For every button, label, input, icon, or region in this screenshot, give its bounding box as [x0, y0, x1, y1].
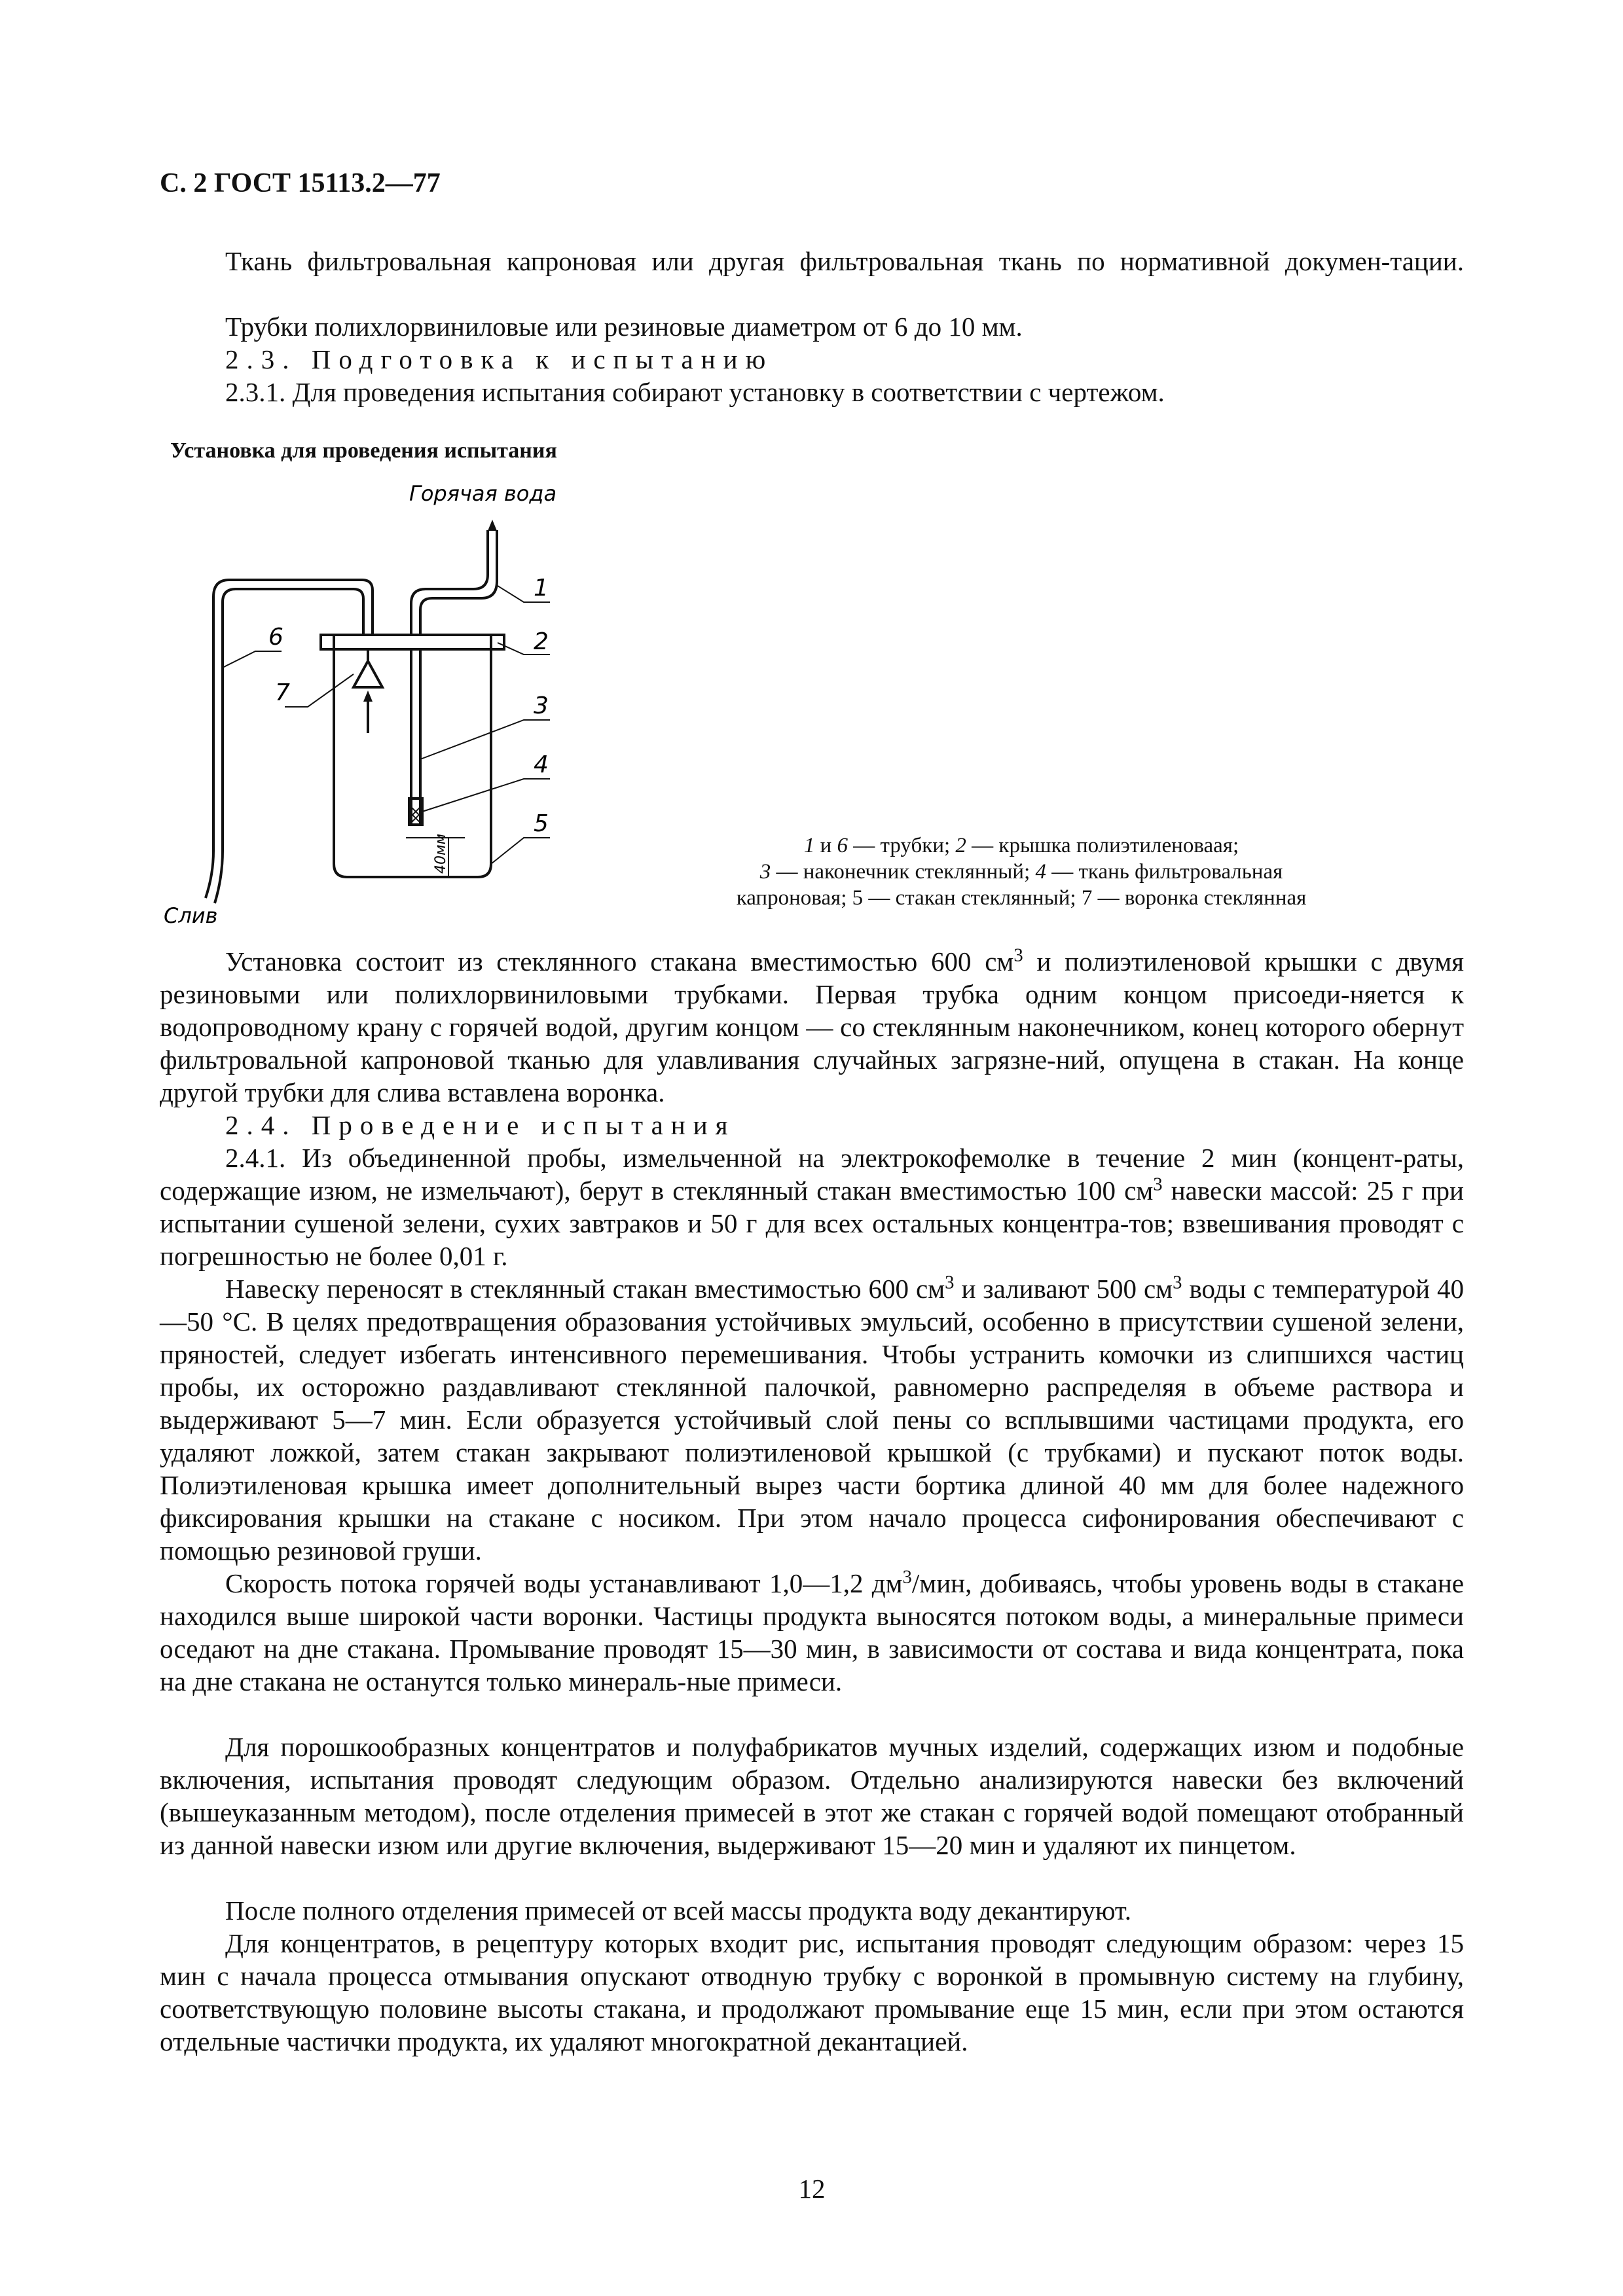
drain-label: Слив [164, 903, 218, 928]
paragraph-decant: После полного отделения примесей от всей массы продукта воду декантируют. [225, 1895, 1132, 1926]
callout-4: 4 [534, 751, 549, 778]
paragraph-rice-concentrates: Для концентратов, в рецептуру которых входит рис, испытания проводят следующим образом: через 15 мин с начала процесса отмывания опускают отводную трубку с воронкой в промывную систему на глубину, соответствующую половине высоты стакана, и продолжают промывание еще 15 мин, если при этом остаются отдельные частички продукта, их удаляют многократной декантацией. [160, 1928, 1464, 2056]
page-number: 12 [798, 2174, 826, 2204]
apparatus-diagram [157, 471, 563, 929]
callout-5: 5 [534, 810, 549, 837]
lid [321, 635, 504, 649]
paragraph-flow-rate: Скорость потока горячей воды устанавливают 1,0—1,2 $дм^3$/мин, добиваясь, чтобы уровень воды в стакане находился выше широкой части воронки. Частицы продукта выносятся потоком воды, а минеральные примеси оседают на дне стакана. Промывание проводят 15—30 мин, в зависимости от состава и вида концентрата, пока на дне стакана не останутся только минераль-ные примеси. [160, 1566, 1465, 1696]
paragraph-powder-concentrates: Для порошкообразных концентратов и полуфабрикатов мучных изделий, содержащих изюм и подобные включения, испытания проводят следующим образом. Отдельно анализируются навески без включений (вышеуказанным методом), после отделения примесей в этот же стакан с горячей водой помещают отобранный из данной навески изюм или другие включения, выдерживают 15—20 мин и удаляют их пинцетом. [160, 1732, 1464, 1860]
tube-1 [411, 530, 488, 635]
figure-title: Установка для проведения испытания [170, 439, 557, 463]
paragraph-tubes: Трубки полихлорвиниловые или резиновые диаметром от 6 до 10 мм. [225, 312, 1023, 342]
section-heading-procedure: 2.4. Проведение испытания [225, 1110, 736, 1140]
paragraph-transfer: Навеску переносят в стеклянный стакан вместимостью 600 $см^3$ и заливают 500 $см^3$ воды с температурой 40—50 °С. В целях предотвращения образования устойчивых эмульсий, особенно в присутствии сушеной зелени, пряностей, следует избегать интенсивного перемешивания. Чтобы устранить комочки из слипшихся частиц пробы, их осторожно раздавливают стеклянной палочкой, равномерно распределяя в объеме раствора и выдерживают 5—7 мин. Если образуется устойчивый слой пены со всплывшими частицами продукта, его удаляют ложкой, затем стакан закрывают полиэтиленовой крышкой (с трубками) и пускают поток воды. Полиэтиленовая крышка имеет дополнительный вырез части бортика длиной 40 мм для более надежного фиксирования крышки на стакане с носиком. При этом начало процесса сифонирования обеспечивают с помощью резиновой груши. [160, 1272, 1464, 1566]
callout-1: 1 [534, 575, 549, 601]
hot-water-label: Горячая вода [409, 481, 557, 506]
funnel [354, 661, 382, 687]
callout-3: 3 [534, 692, 549, 719]
dimension-40mm-label: 40мм [433, 833, 449, 874]
paragraph-fabric: Ткань фильтровальная капроновая или другая фильтровальная ткань по нормативной докумен-тации. [225, 246, 1464, 276]
page-header: С. 2 ГОСТ 15113.2—77 [160, 168, 441, 198]
figure-caption: 1 и 6 — трубки; 2 — крышка полиэтиленоваая; 3 — наконечник стеклянный; 4 — ткань фильтровальная капроновая; 5 — стакан стеклянный; 7 — воронка стеклянная [736, 834, 1307, 910]
section-heading-preparation: 2.3. Подготовка к испытанию [225, 344, 774, 374]
callout-2: 2 [534, 628, 549, 655]
paragraph-setup-description: Установка состоит из стеклянного стакана вместимостью 600 $см^3$ и полиэтиленовой крышки с двумя резиновыми или полихлорвиниловыми трубками. Первая трубка одним концом присоеди-няется к водопроводному крану с горячей водой, другим концом — со стеклянным наконечником, конец которого обернут фильтровальной капроновой тканью для улавливания случайных загрязне-ний, опущена в стакан. На конце другой трубки для слива вставлена воронка. [160, 944, 1464, 1107]
callout-6: 6 [268, 624, 283, 651]
paragraph-sample: 2.4.1. Из объединенной пробы, измельченной на электрокофемолке в течение 2 мин (концент-раты, содержащие изюм, не измельчают), берут в стеклянный стакан вместимостью 100 $см^3$ навески массой: 25 г при испытании сушеной зелени, сухих завтраков и 50 г для всех остальных концентра-тов; взвешивания проводят с погрешностью не более 0,01 г. [160, 1143, 1464, 1271]
paragraph-setup-assembly: 2.3.1. Для проведения испытания собирают установку в соответствии с чертежом. [225, 377, 1165, 407]
callout-7: 7 [275, 679, 290, 706]
